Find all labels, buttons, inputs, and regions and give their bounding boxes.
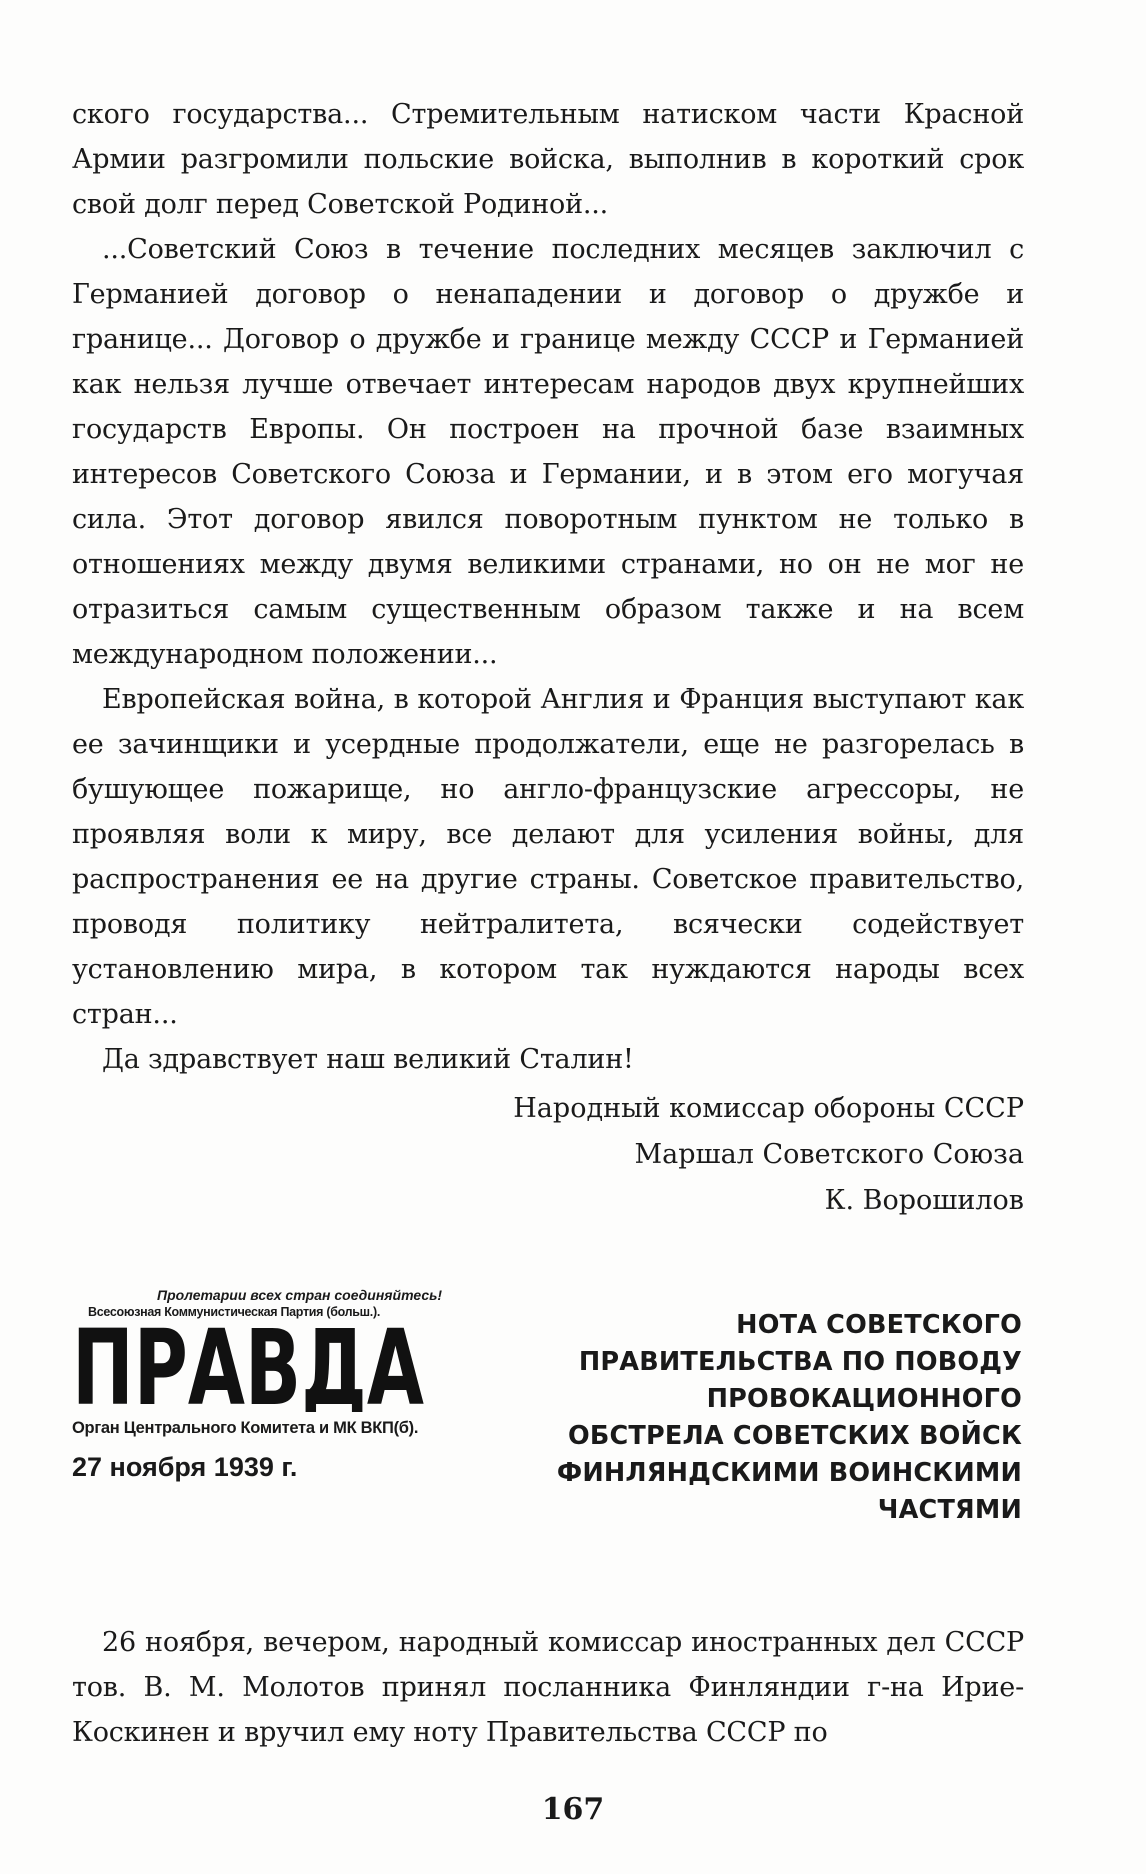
masthead-date: 27 ноября 1939 г.	[72, 1452, 298, 1482]
bottom-text	[72, 1620, 1024, 1755]
masthead-organ: Орган Центрального Комитета и МК ВКП(б).	[72, 1419, 419, 1437]
page-number: 167	[541, 1792, 605, 1827]
pravda-logo	[72, 1320, 428, 1412]
headline-line: ФИНЛЯНДСКИМИ ВОИНСКИМИ	[556, 1458, 1022, 1488]
paragraph-5: 26 ноября, вечером, народный комиссар иностранных дел СССР тов. В. М. Молотов принял посланника Финляндии г-на Ирие-Коскинен и вручил ему ноту Правительства СССР по	[72, 1627, 1024, 1748]
paragraph-3: Европейская война, в которой Англия и Франция выступают как ее зачинщики и усердные продолжатели, еще не разгорелась в бушующее пожарище, но англо-французские агрессоры, не проявляя воли к миру, все делают для усиления войны, для распространения ее на другие страны. Советское правительство, проводя политику нейтралитета, всячески содействует установлению мира, в котором так нуждаются народы всех стран...	[72, 684, 1024, 1030]
signature-block	[513, 1086, 1024, 1224]
masthead-party: Всесоюзная Коммунистическая Партия (больш.).	[88, 1305, 380, 1319]
paragraph-1: ского государства... Стремительным натиском части Красной Армии разгромили польские войска, выполнив в короткий срок свой долг перед Советской Родиной...	[72, 99, 1024, 220]
pravda-masthead	[72, 1286, 443, 1483]
paragraph-2: ...Советский Союз в течение последних месяцев заключил с Германией договор о ненападении и договор о дружбе и границе... Договор о дружбе и границе между СССР и Германией как нельзя лучше отвечает интересам народов двух крупнейших государств Европы. Он построен на прочной базе взаимных интересов Советского Союза и Германии, и в этом его могучая сила. Этот договор явился поворотным пунктом не только в отношениях между двумя великими странами, но он не мог не отразиться самым существенным образом также и на всем международном положении...	[72, 234, 1024, 670]
headline-line: ПРОВОКАЦИОННОГО	[706, 1384, 1022, 1414]
signature-rank: Маршал Советского Союза	[634, 1139, 1024, 1170]
pravda-logo-text: ПРАВДА	[72, 1320, 424, 1412]
body-text	[72, 92, 1024, 1082]
note-headline	[462, 1307, 1022, 1529]
headline-line: ОБСТРЕЛА СОВЕТСКИХ ВОЙСК	[567, 1421, 1022, 1451]
signature-name: К. Ворошилов	[824, 1185, 1024, 1216]
paragraph-4: Да здравствует наш великий Сталин!	[102, 1044, 634, 1075]
signature-title: Народный комиссар обороны СССР	[513, 1093, 1024, 1124]
masthead-slogan: Пролетарии всех стран соединяйтесь!	[157, 1287, 443, 1303]
headline-line: ЧАСТЯМИ	[877, 1495, 1022, 1525]
headline-line: НОТА СОВЕТСКОГО	[736, 1310, 1022, 1340]
headline-line: ПРАВИТЕЛЬСТВА ПО ПОВОДУ	[578, 1347, 1022, 1377]
